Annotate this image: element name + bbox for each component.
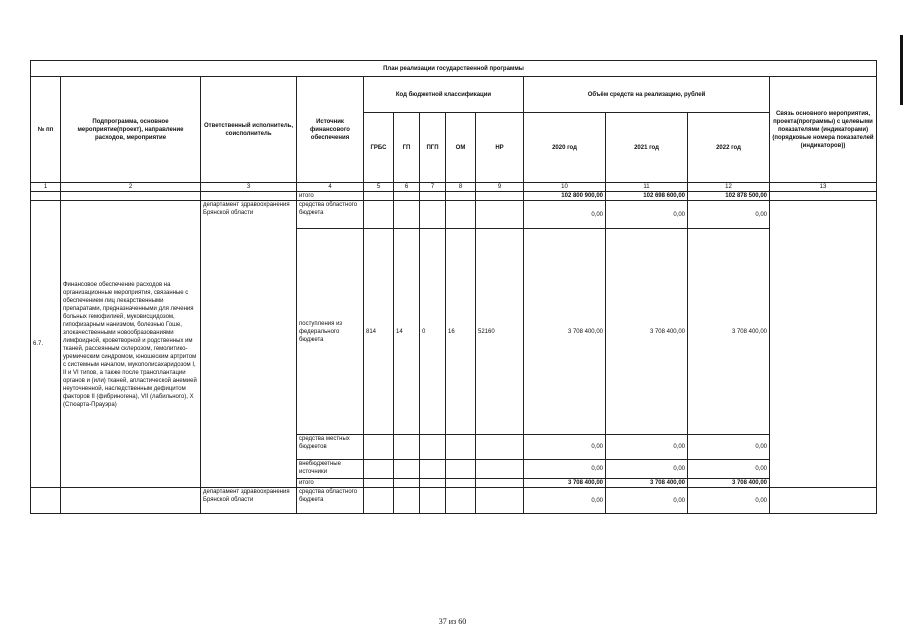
nr-cell xyxy=(476,435,524,460)
amount-2021: 3 708 400,00 xyxy=(606,229,688,435)
nr-cell: 52160 xyxy=(476,229,524,435)
total-2020: 3 708 400,00 xyxy=(524,479,606,488)
header-nr: НР xyxy=(476,113,524,183)
item-description: Финансовое обеспечение расходов на организационные мероприятия, связанные с обеспечением лиц лекарственными препаратами, предназначенными для лечения больных гемофилией, муковисцидозом, гипофизарным нанизмом, болезнью Гоше, злокачественными новообразованиями лимфоидной, кроветворной и родственных им тканей, рассеянным склерозом, гемолитико-уремическим синдромом, юношеским артритом с системным началом, мукополисахаридозом I, II и VI типов, а также после трансплантации органов и (или) тканей, апластической анемией неуточненной, наследственным дефицитом факторов II (фибриногена), VII (лабильного), X (Стюарта-Прауэра) xyxy=(61,201,201,488)
total-2021: 102 698 600,00 xyxy=(606,192,688,201)
program-plan-table xyxy=(30,60,877,514)
amount-2022: 0,00 xyxy=(688,435,770,460)
om-cell xyxy=(446,201,476,229)
col-number: 8 xyxy=(446,183,476,192)
gp-cell xyxy=(394,460,420,479)
scan-edge-mark xyxy=(900,35,903,105)
col-number: 12 xyxy=(688,183,770,192)
amount-2020: 0,00 xyxy=(524,435,606,460)
col-number: 2 xyxy=(61,183,201,192)
amount-2021: 0,00 xyxy=(606,201,688,229)
amount-2020: 0,00 xyxy=(524,488,606,514)
total-label: итого xyxy=(297,192,364,201)
grbs-cell xyxy=(364,460,394,479)
pgp-cell xyxy=(420,201,446,229)
source-cell: внебюджетные источники xyxy=(297,460,364,479)
om-cell xyxy=(446,460,476,479)
header-2020: 2020 год xyxy=(524,113,606,183)
table-title: План реализации государственной программы xyxy=(31,61,877,77)
gp-cell: 14 xyxy=(394,229,420,435)
amount-2022: 0,00 xyxy=(688,201,770,229)
header-responsible: Ответственный исполнитель, соисполнитель xyxy=(201,77,297,183)
col-number: 3 xyxy=(201,183,297,192)
item-number: 6.7. xyxy=(31,201,61,488)
header-source: Источник финансового обеспечения xyxy=(297,77,364,183)
grbs-cell xyxy=(364,435,394,460)
om-cell: 16 xyxy=(446,229,476,435)
header-grbs: ГРБС xyxy=(364,113,394,183)
col-number: 1 xyxy=(31,183,61,192)
source-cell: поступления из федерального бюджета xyxy=(297,229,364,435)
pgp-cell xyxy=(420,460,446,479)
next-responsible: департамент здравоохранения Брянской области xyxy=(201,488,297,514)
source-cell: средства областного бюджета xyxy=(297,488,364,514)
header-pgp: ПГП xyxy=(420,113,446,183)
amount-2022: 3 708 400,00 xyxy=(688,229,770,435)
header-2022: 2022 год xyxy=(688,113,770,183)
nr-cell xyxy=(476,460,524,479)
item-responsible: департамент здравоохранения Брянской области xyxy=(201,201,297,488)
header-num: № пп xyxy=(31,77,61,183)
source-cell: средства местных бюджетов xyxy=(297,435,364,460)
table-row xyxy=(31,201,877,229)
col-number: 10 xyxy=(524,183,606,192)
amount-2020: 0,00 xyxy=(524,201,606,229)
total-2020: 102 800 900,00 xyxy=(524,192,606,201)
page-number: 37 из 60 xyxy=(438,617,467,626)
col-number: 6 xyxy=(394,183,420,192)
total-2022: 3 708 400,00 xyxy=(688,479,770,488)
header-gp: ГП xyxy=(394,113,420,183)
pgp-cell xyxy=(420,435,446,460)
top-total-row xyxy=(31,192,877,201)
total-2022: 102 878 500,00 xyxy=(688,192,770,201)
amount-2021: 0,00 xyxy=(606,488,688,514)
grbs-cell: 814 xyxy=(364,229,394,435)
col-number: 11 xyxy=(606,183,688,192)
column-numbers-row xyxy=(31,183,877,192)
nr-cell xyxy=(476,201,524,229)
col-number: 4 xyxy=(297,183,364,192)
header-om: ОМ xyxy=(446,113,476,183)
header-2021: 2021 год xyxy=(606,113,688,183)
header-program: Подпрограмма, основное мероприятие(проект), направление расходов, мероприятие xyxy=(61,77,201,183)
col-number: 5 xyxy=(364,183,394,192)
gp-cell xyxy=(394,201,420,229)
pgp-cell: 0 xyxy=(420,229,446,435)
col-number: 13 xyxy=(770,183,877,192)
amount-2022: 0,00 xyxy=(688,488,770,514)
header-budget-code: Код бюджетной классификации xyxy=(364,77,524,113)
amount-2020: 3 708 400,00 xyxy=(524,229,606,435)
source-cell: средства областного бюджета xyxy=(297,201,364,229)
header-link: Связь основного мероприятия, проекта(программы) с целевыми показателями (индикаторами) (порядковые номера показателей (индикаторов)) xyxy=(770,77,877,183)
amount-2021: 0,00 xyxy=(606,460,688,479)
om-cell xyxy=(446,435,476,460)
document-sheet xyxy=(30,60,876,514)
header-volume: Объём средств на реализацию, рублей xyxy=(524,77,770,113)
col-number: 7 xyxy=(420,183,446,192)
table-row xyxy=(31,488,877,514)
amount-2022: 0,00 xyxy=(688,460,770,479)
amount-2020: 0,00 xyxy=(524,460,606,479)
grbs-cell xyxy=(364,201,394,229)
col-number: 9 xyxy=(476,183,524,192)
total-2021: 3 708 400,00 xyxy=(606,479,688,488)
total-label: итого xyxy=(297,479,364,488)
amount-2021: 0,00 xyxy=(606,435,688,460)
gp-cell xyxy=(394,435,420,460)
